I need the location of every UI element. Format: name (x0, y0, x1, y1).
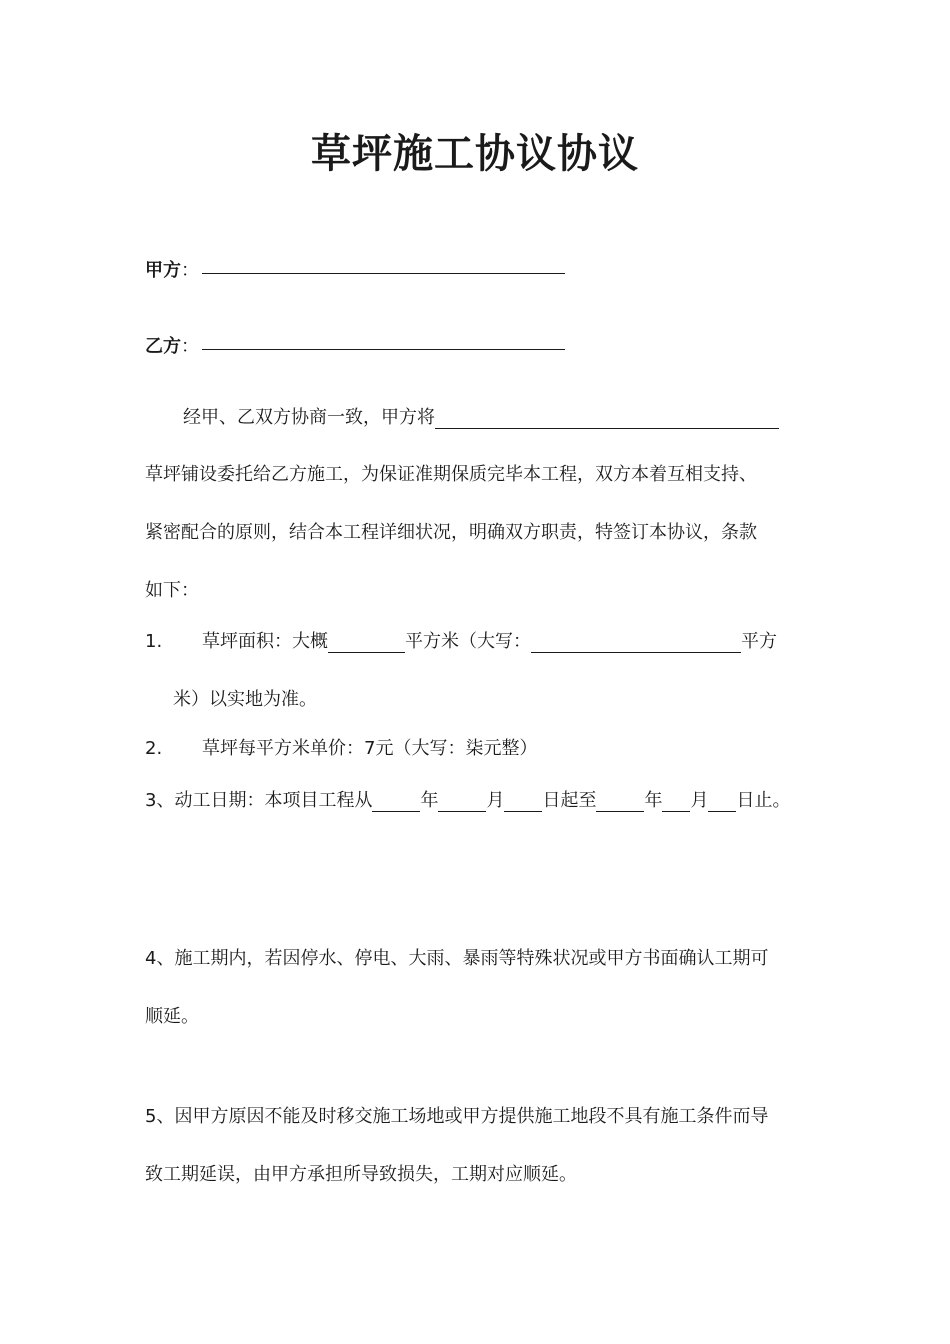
document-title: 草坪施工协议协议 (311, 131, 639, 177)
area-uppercase-blank[interactable] (531, 634, 741, 653)
start-year-blank[interactable] (372, 793, 420, 812)
start-day-blank[interactable] (504, 793, 542, 812)
clause-3-day-from: 日起至 (542, 790, 597, 811)
clause-5-line-2: 致工期延误，由甲方承担所导致损失，工期对应顺延。 (145, 1164, 577, 1185)
intro-line-3: 紧密配合的原则，结合本工程详细状况，明确双方职责，特签订本协议，条款 (145, 522, 757, 543)
party-a-row (145, 256, 199, 282)
project-name-blank[interactable] (435, 410, 779, 429)
area-number-blank[interactable] (328, 634, 405, 653)
clause-5-line-1: 5、因甲方原因不能及时移交施工场地或甲方提供施工地段不具有施工条件而导 (145, 1106, 769, 1127)
clause-3-day-to: 日止。 (736, 790, 791, 811)
clause-4-line-1: 4、施工期内，若因停水、停电、大雨、暴雨等特殊状况或甲方书面确认工期可 (145, 948, 769, 969)
party-a-blank[interactable] (202, 273, 565, 274)
clause-1 (145, 631, 777, 653)
end-month-blank[interactable] (662, 793, 690, 812)
clause-2 (145, 738, 537, 760)
party-b-colon: ： (181, 336, 199, 357)
clause-1-part-1: 草坪面积：大概 (202, 631, 328, 652)
party-b-blank[interactable] (202, 349, 565, 350)
party-a-colon: ： (181, 260, 199, 281)
clause-3-year: 年 (420, 790, 439, 811)
intro-line-4: 如下： (145, 580, 199, 601)
clause-1-number: 1. (145, 631, 163, 652)
party-a-label: 甲方 (145, 260, 181, 281)
clause-3-month-2: 月 (690, 790, 709, 811)
clause-3-month: 月 (486, 790, 505, 811)
clause-4-line-2: 顺延。 (145, 1006, 199, 1027)
clause-1-part-3: 平方 (741, 631, 777, 652)
start-month-blank[interactable] (438, 793, 486, 812)
intro-text-1: 经甲、乙双方协商一致，甲方将 (183, 407, 435, 428)
clause-3 (145, 790, 790, 812)
party-b-label: 乙方 (145, 336, 181, 357)
intro-line-2: 草坪铺设委托给乙方施工，为保证准期保质完毕本工程，双方本着互相支持、 (145, 464, 757, 485)
clause-3-prefix: 3、动工日期：本项目工程从 (145, 790, 373, 811)
end-year-blank[interactable] (596, 793, 644, 812)
clause-1-line-2: 米）以实地为准。 (173, 689, 317, 710)
clause-3-year-2: 年 (644, 790, 663, 811)
clause-2-text: 草坪每平方米单价：7元（大写：柒元整） (202, 738, 538, 759)
party-b-row (145, 332, 199, 358)
intro-line-1 (183, 407, 779, 429)
end-day-blank[interactable] (708, 793, 736, 812)
clause-2-number: 2. (145, 738, 163, 759)
clause-1-part-2: 平方米（大写： (405, 631, 531, 652)
